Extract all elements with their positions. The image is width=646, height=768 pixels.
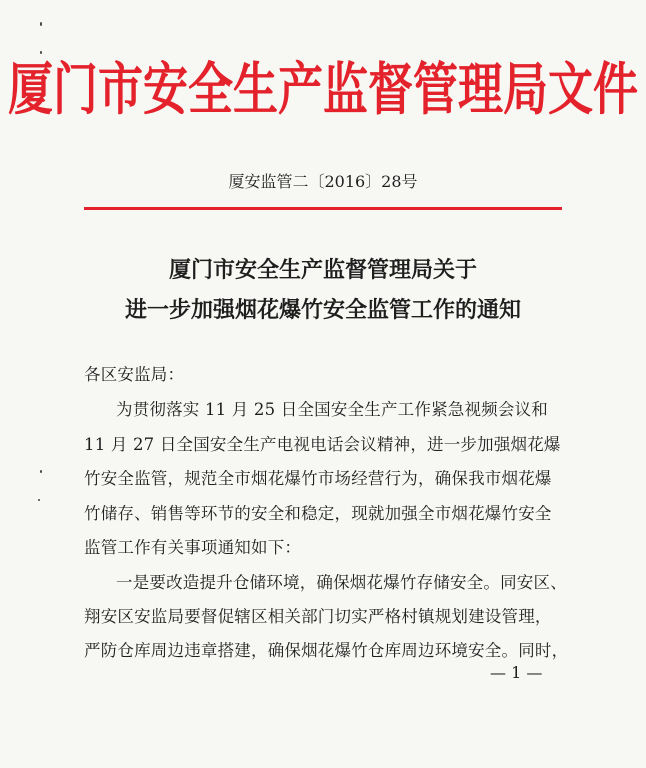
scan-speck	[40, 470, 42, 473]
body-line: 一是要改造提升仓储环境，确保烟花爆竹存储安全。同安区、	[116, 573, 567, 592]
body-line: 竹储存、销售等环节的安全和稳定，现就加强全市烟花爆竹安全	[84, 504, 552, 523]
body-line: 11 月 27 日全国安全生产电视电话会议精神，进一步加强烟花爆	[84, 435, 561, 454]
addressee: 各区安监局：	[84, 365, 185, 384]
notice-title-line-1: 厦门市安全生产监督管理局关于	[168, 257, 477, 283]
body-line: 严防仓库周边违章搭建，确保烟花爆竹仓库周边环境安全。同时，	[84, 641, 569, 660]
body-line: 翔安区安监局要督促辖区相关部门切实严格村镇规划建设管理，	[84, 607, 552, 626]
body-line: 为贯彻落实 11 月 25 日全国安全生产工作紧急视频会议和	[116, 400, 548, 419]
notice-title-line-2: 进一步加强烟花爆竹安全监管工作的通知	[124, 297, 521, 323]
body-line: 竹安全监管，规范全市烟花爆竹市场经营行为，确保我市烟花爆	[84, 469, 552, 488]
red-separator-rule	[84, 207, 562, 210]
document-number: 厦安监管二〔2016〕28号	[228, 172, 418, 191]
page-number: — 1 —	[490, 663, 543, 682]
body-line: 监管工作有关事项通知如下：	[84, 538, 302, 557]
scan-speck	[38, 499, 40, 501]
issuer-red-header: 厦门市安全生产监督管理局文件	[7, 55, 638, 122]
scan-speck	[40, 22, 42, 26]
